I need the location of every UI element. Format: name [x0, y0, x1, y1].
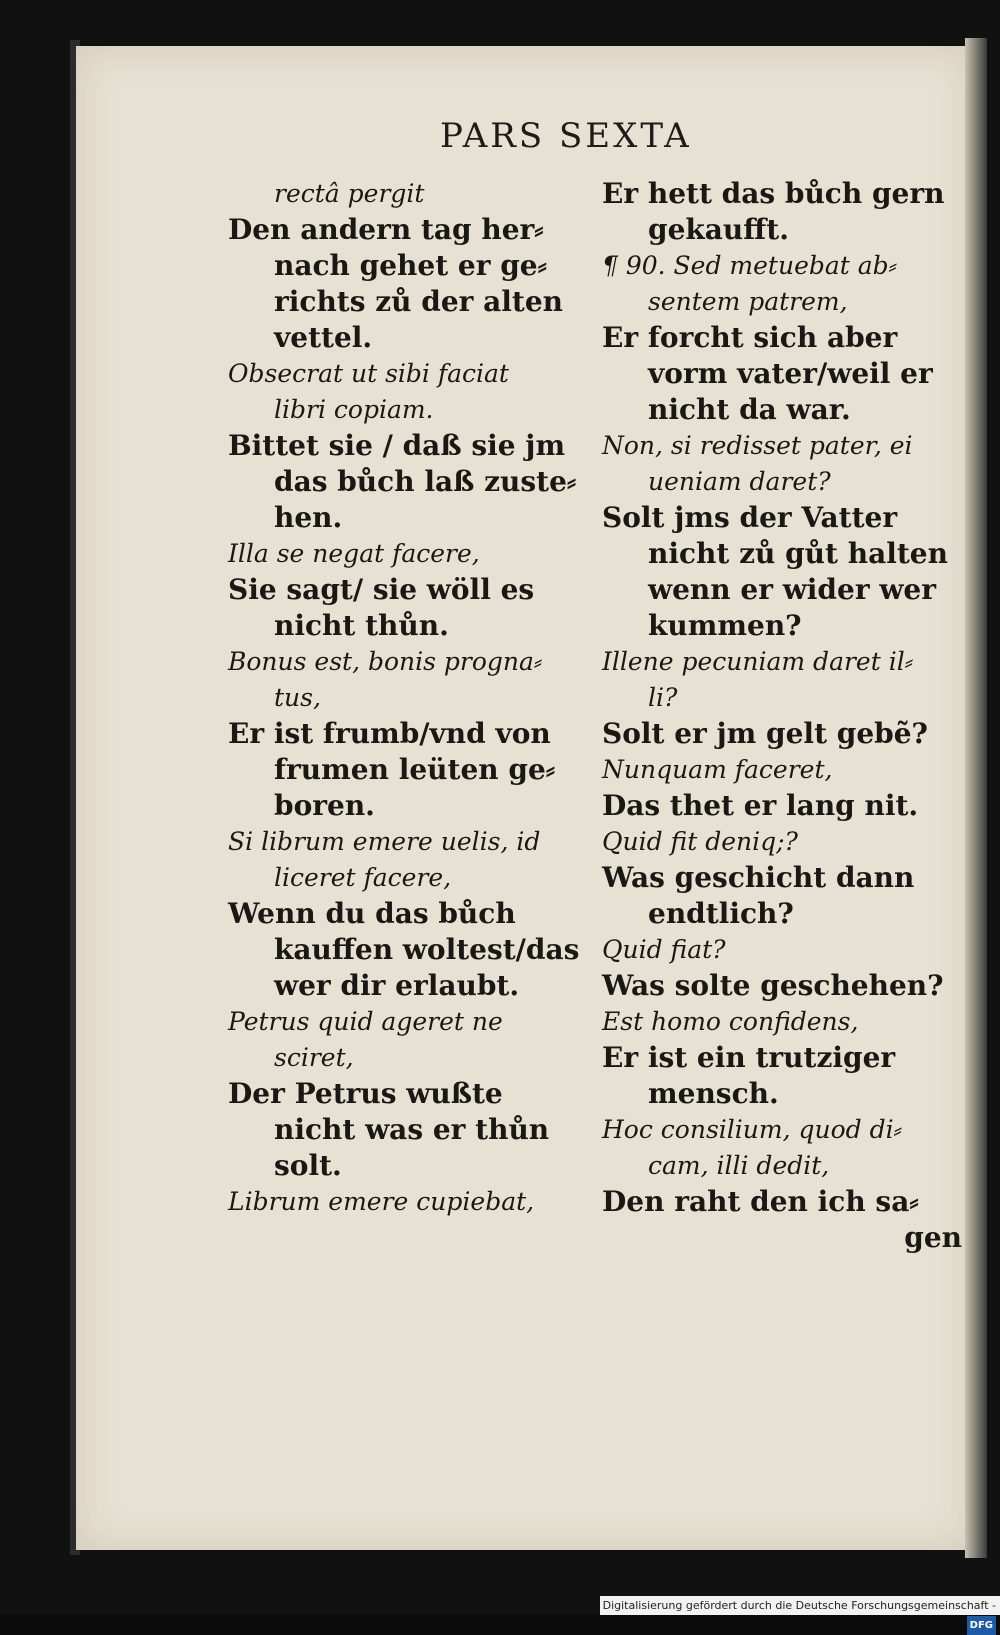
- digitization-footer: [600, 1596, 1000, 1631]
- text-line: Er forcht sich aber: [602, 321, 898, 354]
- text-line: ¶ 90. Sed metuebat ab⸗: [602, 251, 898, 280]
- text-line: gen: [904, 1221, 962, 1254]
- text-line: Er hett das bůch gern: [602, 177, 945, 210]
- text-line: nicht zů gůt halten: [648, 537, 948, 570]
- text-line: Das thet er lang nit.: [602, 789, 919, 822]
- text-line: rectâ pergit: [274, 179, 425, 208]
- text-line: Sie sagt/ sie wöll es: [228, 573, 535, 606]
- text-line: Illa se negat facere,: [228, 539, 480, 568]
- text-line: mensch.: [648, 1077, 779, 1110]
- text-line: Bonus est, bonis progna⸗: [228, 647, 543, 676]
- text-line: Den raht den ich sa⸗: [602, 1185, 919, 1218]
- text-line: Hoc consilium, quod di⸗: [602, 1115, 902, 1144]
- right-text-column: [602, 176, 962, 1256]
- text-line: nicht da war.: [648, 393, 851, 426]
- text-line: Er ist frumb/vnd von: [228, 717, 551, 750]
- text-line: vorm vater/weil er: [648, 357, 933, 390]
- text-line: frumen leüten ge⸗: [274, 753, 556, 786]
- text-line: Was solte geschehen?: [602, 969, 944, 1002]
- text-line: Solt er jm gelt gebẽ?: [602, 717, 928, 750]
- text-line: hen.: [274, 501, 343, 534]
- text-line: nicht thůn.: [274, 609, 449, 642]
- text-line: Librum emere cupiebat,: [228, 1187, 535, 1216]
- text-line: boren.: [274, 789, 375, 822]
- footer-text: Digitalisierung gefördert durch die Deutsche Forschungsgemeinschaft -: [602, 1599, 996, 1612]
- text-line: Er ist ein trutziger: [602, 1041, 896, 1074]
- text-line: libri copiam.: [274, 395, 434, 424]
- text-line: sentem patrem,: [648, 287, 848, 316]
- text-line: Der Petrus wußte: [228, 1077, 503, 1110]
- running-head: PARS SEXTA: [440, 116, 692, 156]
- text-line: Est homo confidens,: [602, 1007, 859, 1036]
- text-line: tus,: [274, 683, 321, 712]
- text-line: Den andern tag her⸗: [228, 213, 544, 246]
- dfg-logo: DFG: [967, 1616, 996, 1635]
- text-line: kauffen woltest/das: [274, 933, 580, 966]
- text-line: sciret,: [274, 1043, 354, 1072]
- text-line: das bůch laß zuste⸗: [274, 465, 577, 498]
- text-line: Petrus quid ageret ne: [228, 1007, 503, 1036]
- text-line: liceret facere,: [274, 863, 452, 892]
- text-line: Nunquam faceret,: [602, 755, 833, 784]
- page-edge: [965, 38, 987, 1558]
- text-line: Illene pecuniam daret il⸗: [602, 647, 914, 676]
- left-text-column: [228, 176, 588, 1220]
- text-line: Was geschicht dann: [602, 861, 915, 894]
- text-line: nicht was er thůn: [274, 1113, 550, 1146]
- text-line: ueniam daret?: [648, 467, 831, 496]
- text-line: wer dir erlaubt.: [274, 969, 520, 1002]
- text-line: Bittet sie / daß sie jm: [228, 429, 566, 462]
- text-line: kummen?: [648, 609, 802, 642]
- text-line: gekaufft.: [648, 213, 789, 246]
- text-line: wenn er wider wer: [648, 573, 936, 606]
- text-line: Wenn du das bůch: [228, 897, 516, 930]
- text-line: cam, illi dedit,: [648, 1151, 830, 1180]
- text-line: Obsecrat ut sibi faciat: [228, 359, 509, 388]
- text-line: Solt jms der Vatter: [602, 501, 898, 534]
- text-line: Quid fit deniq;?: [602, 827, 798, 856]
- text-line: nach gehet er ge⸗: [274, 249, 547, 282]
- text-line: solt.: [274, 1149, 342, 1182]
- text-line: Non, si redisset pater, ei: [602, 431, 913, 460]
- text-line: li?: [648, 683, 678, 712]
- text-line: richts zů der alten: [274, 285, 564, 318]
- text-line: endtlich?: [648, 897, 794, 930]
- text-line: Si librum emere uelis, id: [228, 827, 541, 856]
- text-line: Quid fiat?: [602, 935, 726, 964]
- text-line: vettel.: [274, 321, 373, 354]
